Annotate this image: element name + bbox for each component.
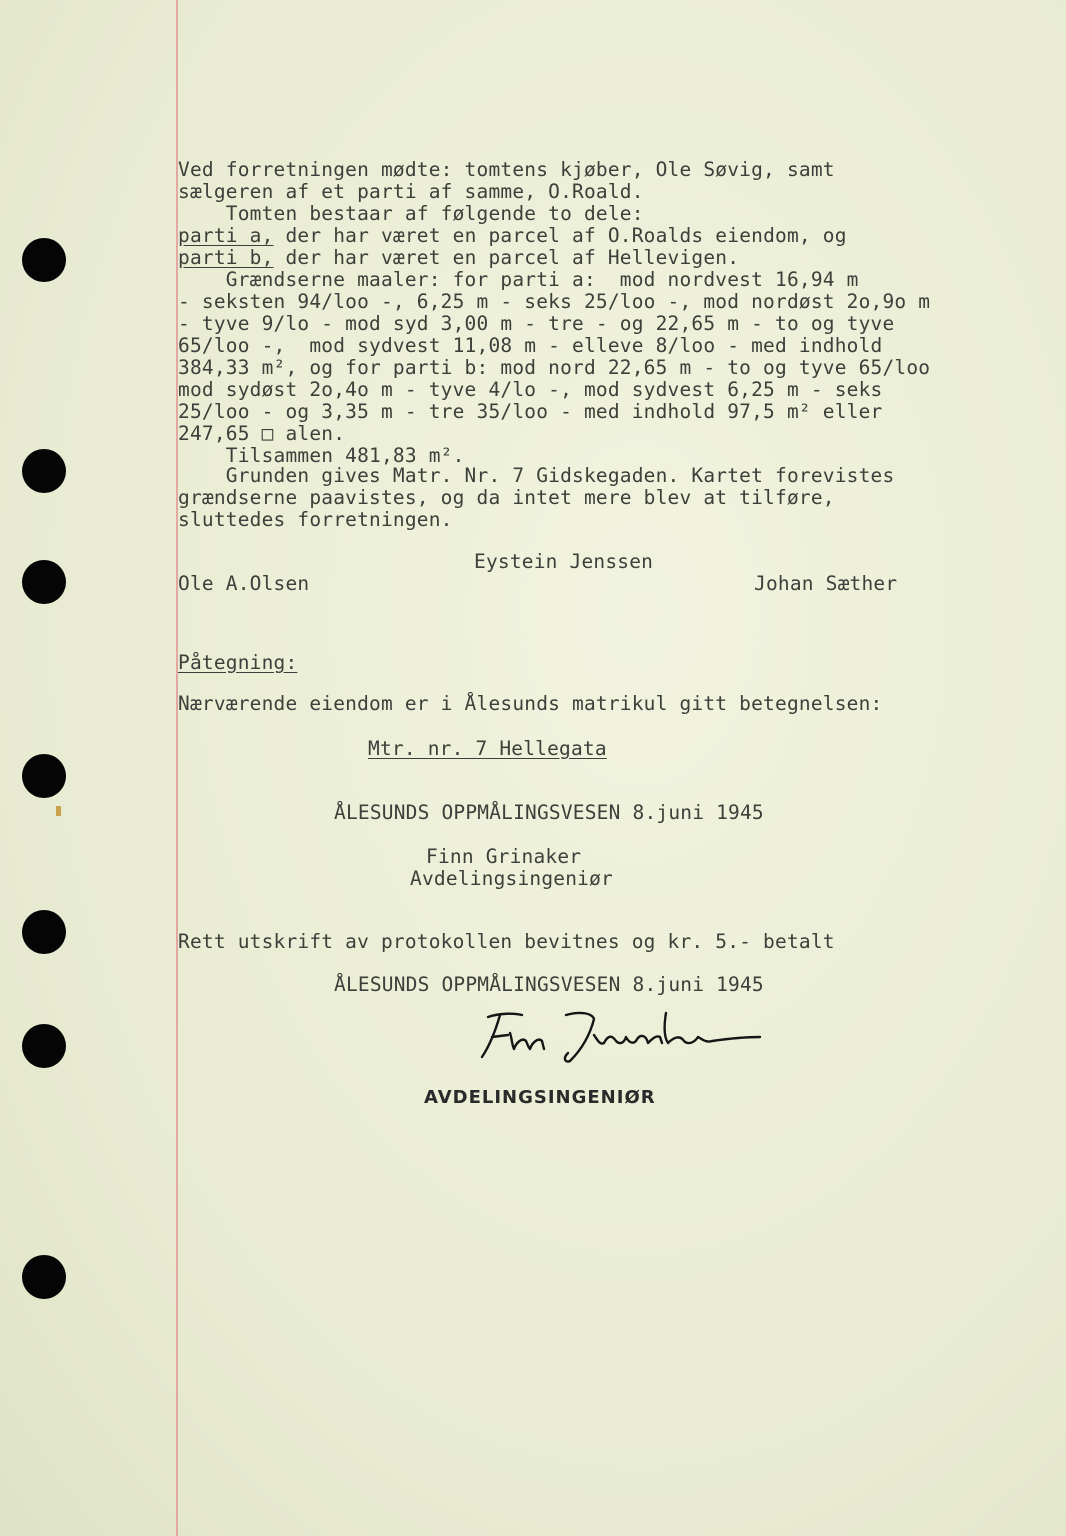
binder-hole — [22, 238, 66, 282]
text-line: 247,65 □ alen. — [178, 422, 346, 445]
signature-right: Johan Sæther — [754, 572, 898, 595]
signature-middle: Eystein Jenssen — [474, 550, 654, 573]
text-line: Grunden gives Matr. Nr. 7 Gidskegaden. Kartet forevistes — [178, 464, 895, 487]
property-designation: Mtr. nr. 7 Hellegata — [368, 737, 607, 760]
binder-hole — [22, 449, 66, 493]
text-line: 384,33 m², og for parti b: mod nord 22,65 m - to og tyve 65/loo — [178, 356, 931, 379]
paper-mark — [56, 806, 61, 816]
title-stamp: AVDELINGSINGENIØR — [424, 1087, 656, 1108]
parti-a-line — [178, 225, 847, 247]
text-line: sluttedes forretningen. — [178, 508, 453, 531]
certification-text: Rett utskrift av protokollen bevitnes og kr. 5.- betalt — [178, 930, 835, 953]
text-line: mod sydøst 2o,4o m - tyve 4/lo -, mod sydvest 6,25 m - seks — [178, 378, 883, 401]
parti-b-label: parti b, — [178, 246, 274, 269]
parti-a-label: parti a, — [178, 224, 274, 247]
office-date-line: ÅLESUNDS OPPMÅLINGSVESEN 8.juni 1945 — [334, 973, 764, 996]
text-line: Ved forretningen mødte: tomtens kjøber, Ole Søvig, samt — [178, 158, 835, 181]
text-line: - tyve 9/lo - mod syd 3,00 m - tre - og 22,65 m - to og tyve — [178, 312, 895, 335]
signature-left: Ole A.Olsen — [178, 572, 310, 595]
binder-hole — [22, 1024, 66, 1068]
signer-name: Finn Grinaker — [426, 845, 582, 868]
text-line: Tomten bestaar af følgende to dele: — [178, 202, 644, 225]
text-line: 65/loo -, mod sydvest 11,08 m - elleve 8/loo - med indhold — [178, 334, 883, 357]
text-line: - seksten 94/loo -, 6,25 m - seks 25/loo -, mod nordøst 2o,9o m — [178, 290, 931, 313]
parti-a-text: der har været en parcel af O.Roalds eiendom, og — [273, 224, 847, 247]
text-line: sælgeren af et parti af samme, O.Roald. — [178, 180, 644, 203]
endorsement-heading: Påtegning: — [178, 651, 298, 674]
endorsement-text: Nærværende eiendom er i Ålesunds matrikul gitt betegnelsen: — [178, 692, 883, 715]
binder-hole — [22, 754, 66, 798]
parti-b-text: der har været en parcel af Hellevigen. — [273, 246, 740, 269]
parti-b-line — [178, 247, 739, 269]
text-line: Tilsammen 481,83 m². — [178, 444, 465, 467]
text-line: Grændserne maaler: for parti a: mod nordvest 16,94 m — [178, 268, 859, 291]
text-line: 25/loo - og 3,35 m - tre 35/loo - med indhold 97,5 m² eller — [178, 400, 883, 423]
binder-hole — [22, 560, 66, 604]
binder-hole — [22, 910, 66, 954]
binder-hole — [22, 1255, 66, 1299]
text-line: grændserne paavistes, og da intet mere blev at tilføre, — [178, 486, 835, 509]
office-date-line: ÅLESUNDS OPPMÅLINGSVESEN 8.juni 1945 — [334, 801, 764, 824]
signer-title: Avdelingsingeniør — [410, 867, 613, 890]
handwritten-signature — [470, 1005, 770, 1065]
